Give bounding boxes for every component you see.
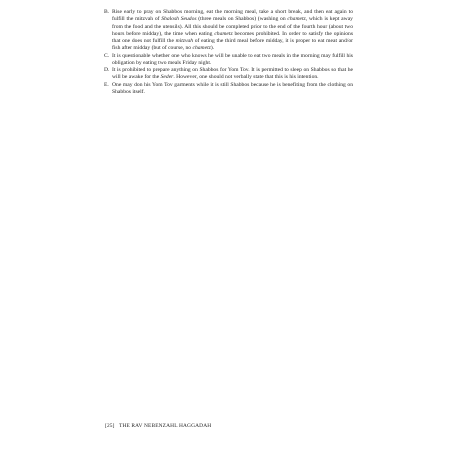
item-text: It is questionable whether one who knows he will be unable to eat two meals in the morning may fulfill his obligation by eating two meals Friday night. [112, 52, 353, 66]
list-item [104, 53, 353, 68]
item-marker: B. [104, 9, 110, 15]
item-marker: D. [104, 67, 110, 73]
item-text: Rise early to pray on Shabbos morning, eat the morning meal, take a short break, and then eat again to fulfill the mitzvah of Shalosh Seudos (three meals on Shabbos) (washing on chametz, which is kept away from the food and the utensils). All this should be completed prior to the end of the fourth hour (about two hours before midday), the time when eating chametz becomes prohibited. In order to satisfy the opinions that one does not fulfill the mitzvah of eating the third meal before midday, it is proper to eat meat and/or fish after midday (but of course, no chametz). [112, 9, 353, 52]
page-footer [105, 423, 211, 429]
list-item [104, 67, 353, 82]
running-title: THE RAV NEBENZAHL HAGGADAH [119, 423, 212, 429]
item-marker: C. [104, 52, 110, 59]
list-item [104, 9, 353, 53]
body-text [104, 9, 353, 96]
item-text: One may don his Yom Tov garments while it is still Shabbos because he is benefiting from the clothing on Shabbos itself. [112, 81, 353, 95]
page-number: [25] [105, 423, 115, 429]
item-text: It is prohibited to prepare anything on Shabbos for Yom Tov. It is permitted to sleep on Shabbos so that he will be awake for the Seder. However, one should not verbally state that this is his intention. [112, 67, 353, 81]
item-marker: E. [104, 81, 109, 88]
list-item [104, 82, 353, 97]
